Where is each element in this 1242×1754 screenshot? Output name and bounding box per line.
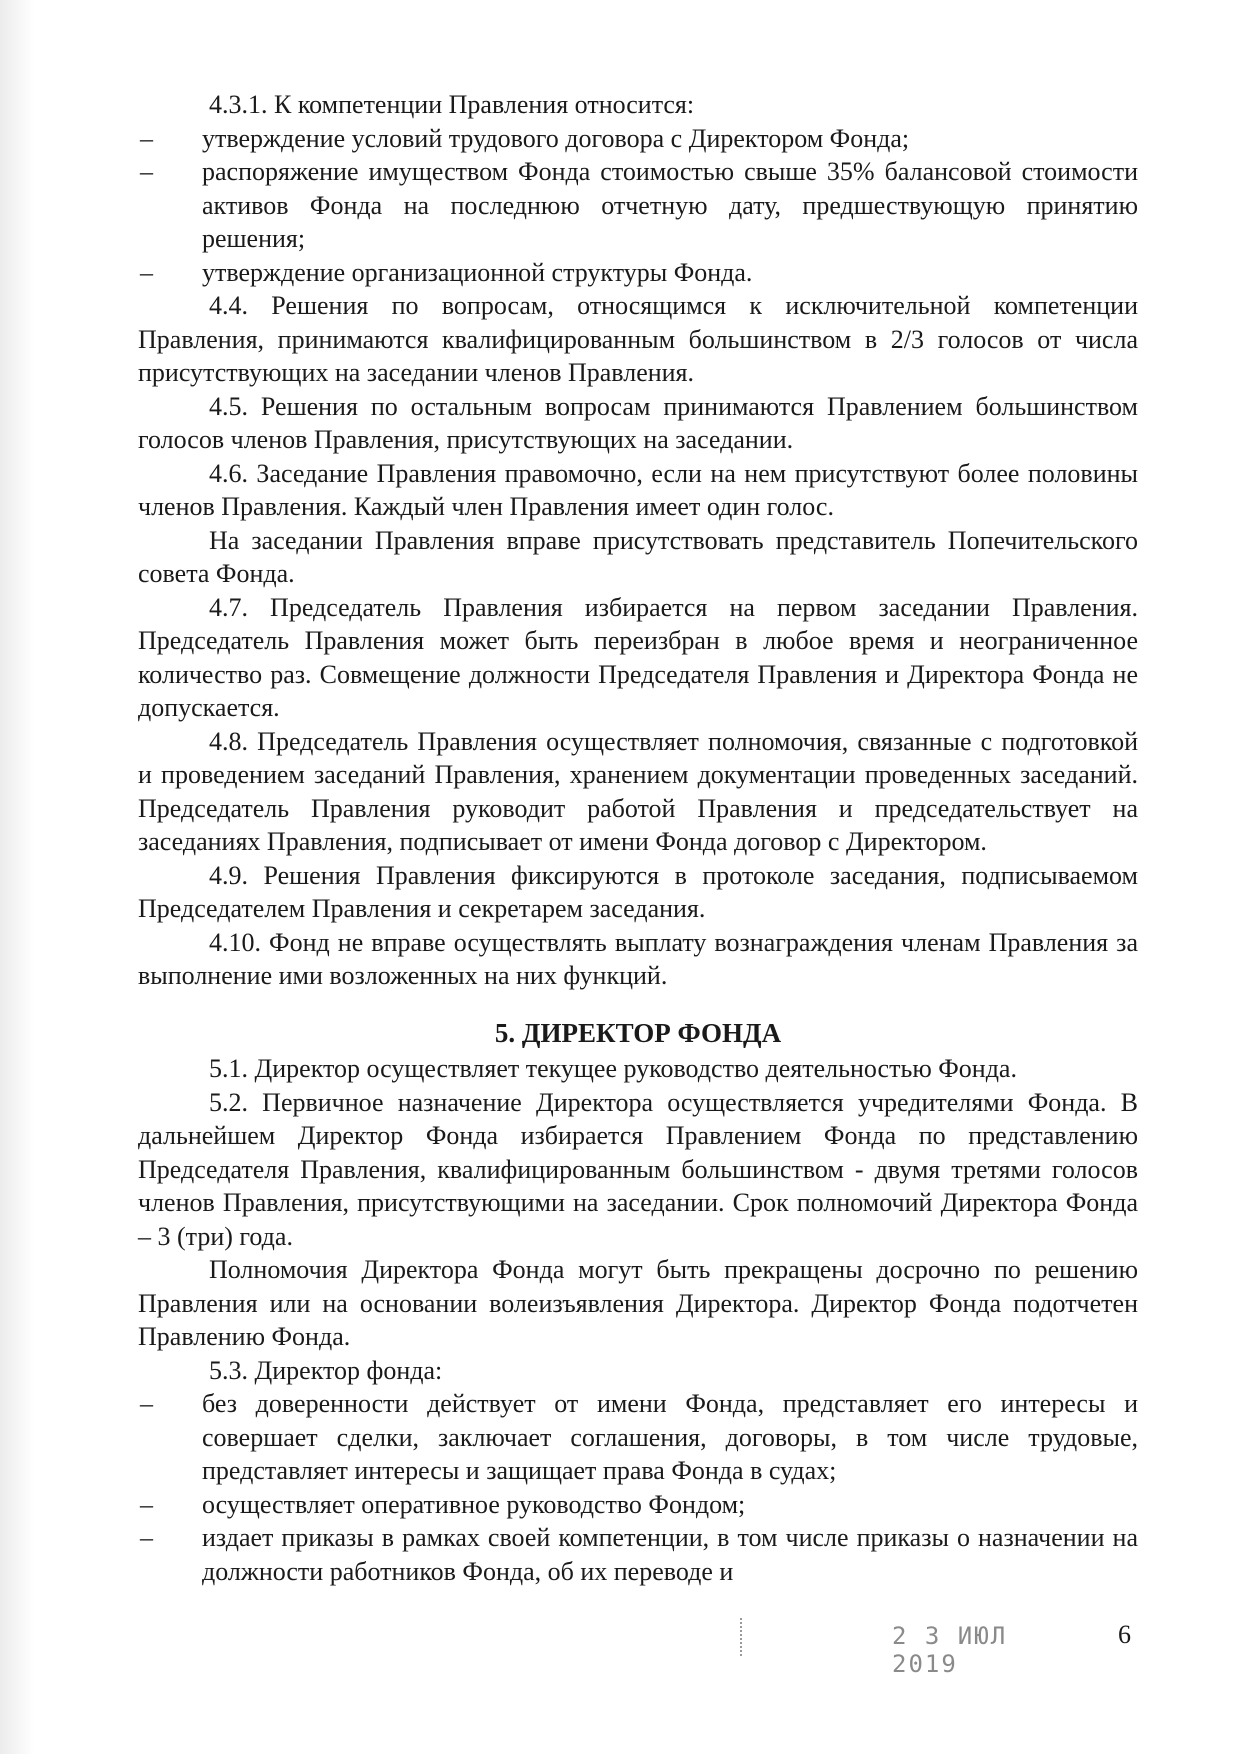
dash-marker: – <box>140 123 153 153</box>
list-item-text: утверждение условий трудового договора с Директором Фонда; <box>202 123 910 153</box>
paragraph-4-6: 4.6. Заседание Правления правомочно, если на нем присутствуют более половины членов Правления. Каждый член Правления имеет один голос. <box>138 458 1138 521</box>
paragraph-4-6-b: На заседании Правления вправе присутствовать представитель Попечительского совета Фонда. <box>138 525 1138 588</box>
competence-list <box>138 122 1138 290</box>
list-item <box>126 1387 1138 1488</box>
paragraph-4-4: 4.4. Решения по вопросам, относящимся к исключительной компетенции Правления, принимаются квалифицированным большинством в 2/3 голосов от числа присутствующих на заседании членов Правления. <box>138 291 1138 387</box>
stamp-date: 2 3 ИЮЛ 2019 <box>892 1622 1008 1678</box>
list-item-text: осуществляет оперативное руководство Фондом; <box>202 1489 746 1519</box>
list-item-text: издает приказы в рамках своей компетенции, в том числе приказы о назначении на должности работников Фонда, об их переводе и <box>202 1523 1138 1586</box>
paragraph-4-10: 4.10. Фонд не вправе осуществлять выплату вознаграждения членам Правления за выполнение ими возложенных на них функций. <box>138 927 1138 990</box>
section-5-heading: 5. ДИРЕКТОР ФОНДА <box>494 1017 782 1048</box>
paragraph-4-8: 4.8. Председатель Правления осуществляет полномочия, связанные с подготовкой и проведением заседаний Правления, хранением документации проведенных заседаний. Председатель Правления руководит работой Правления и председательствует на заседаниях Правления, подписывает от имени Фонда договор с Директором. <box>138 726 1138 856</box>
paragraph-5-3: 5.3. Директор фонда: <box>209 1355 443 1385</box>
list-item-text: распоряжение имуществом Фонда стоимостью свыше 35% балансовой стоимости активов Фонда на последнюю отчетную дату, предшествующую принятию решения; <box>202 157 1138 253</box>
dash-marker: – <box>140 1523 153 1552</box>
list-item <box>126 256 1138 290</box>
dash-marker: – <box>140 1489 153 1519</box>
dash-marker: – <box>140 257 153 287</box>
page-footer <box>740 1618 1140 1678</box>
dash-marker: – <box>140 157 153 186</box>
paragraph-5-2-b: Полномочия Директора Фонда могут быть прекращены досрочно по решению Правления или на основании волеизъявления Директора. Директор Фонда подотчетен Правлению Фонда. <box>138 1255 1138 1351</box>
paragraph-4-9: 4.9. Решения Правления фиксируются в протоколе заседания, подписываемом Председателем Правления и секретарем заседания. <box>138 860 1138 923</box>
paragraph-5-2: 5.2. Первичное назначение Директора осуществляется учредителями Фонда. В дальнейшем Директор Фонда избирается Правлением Фонда по представлению Председателя Правления, квалифицированным большинством - двумя третями голосов членов Правления, присутствующими на заседании. Срок полномочий Директора Фонда – 3 (три) года. <box>138 1087 1138 1251</box>
paragraph-4-3-1: 4.3.1. К компетенции Правления относится: <box>209 90 695 119</box>
list-item <box>126 1521 1138 1588</box>
dash-marker: – <box>140 1389 153 1418</box>
scan-edge-shadow <box>0 0 34 1754</box>
paragraph-4-7: 4.7. Председатель Правления избирается на первом заседании Правления. Председатель Правления может быть переизбран в любое время и неограниченное количество раз. Совмещение должности Председателя Правления и Директора Фонда не допускается. <box>138 592 1138 722</box>
page-number: 6 <box>1118 1620 1131 1649</box>
list-item <box>126 155 1138 256</box>
list-item-text: утверждение организационной структуры Фонда. <box>202 257 753 287</box>
director-duties-list <box>138 1387 1138 1588</box>
list-item <box>126 1488 1138 1522</box>
registration-stamp <box>740 1618 1062 1678</box>
list-item-text: без доверенности действует от имени Фонда, представляет его интересы и совершает сделки, заключает соглашения, договоры, в том числе трудовые, представляет интересы и защищает права Фонда в судах; <box>202 1389 1138 1485</box>
paragraph-5-1: 5.1. Директор осуществляет текущее руководство деятельностью Фонда. <box>209 1054 1017 1083</box>
paragraph-4-5: 4.5. Решения по остальным вопросам принимаются Правлением большинством голосов членов Правления, присутствующих на заседании. <box>138 391 1138 454</box>
document-page <box>138 88 1138 1588</box>
list-item <box>126 122 1138 156</box>
